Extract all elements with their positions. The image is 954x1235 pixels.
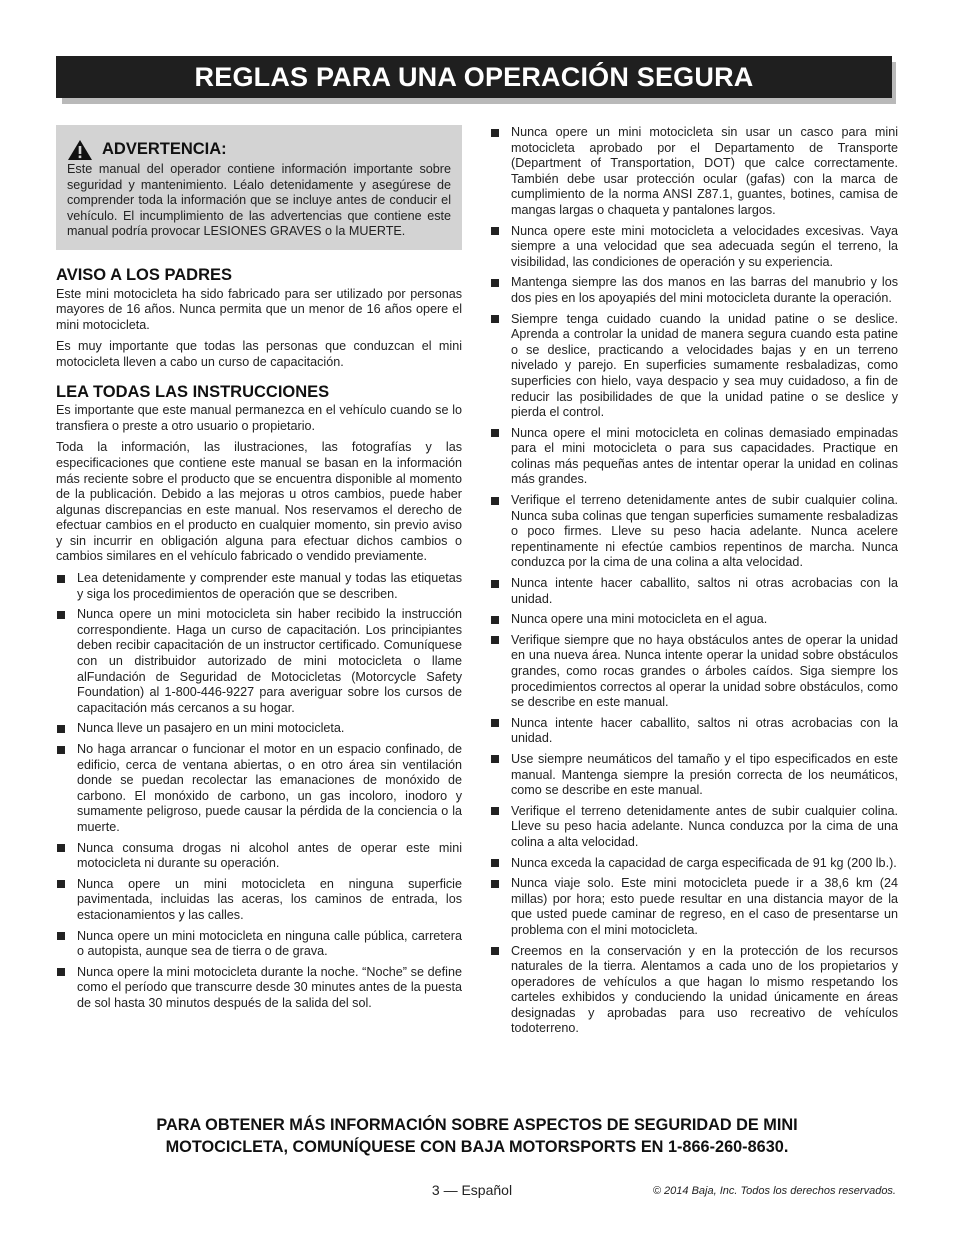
list-item-text: Nunca opere una mini motocicleta en el agua. bbox=[511, 612, 768, 627]
bullet-square-icon bbox=[491, 807, 499, 815]
list-item bbox=[490, 224, 898, 271]
list-item-text: Lea detenidamente y comprender este manual y todas las etiquetas y siga los procedimientos de operación que se describen. bbox=[77, 571, 462, 601]
bullet-square-icon bbox=[57, 880, 65, 888]
warning-box bbox=[56, 125, 462, 250]
list-item-text: Nunca opere un mini motocicleta en ninguna superficie pavimentada, incluidas las aceras, los caminos de entrada, los estacionamientos y las calles. bbox=[77, 876, 462, 922]
list-item bbox=[490, 312, 898, 421]
aviso-paragraph: Es muy importante que todas las personas que conduzcan el mini motocicleta lleven a cabo un curso de capacitación. bbox=[56, 339, 462, 369]
bullet-square-icon bbox=[491, 719, 499, 727]
list-item bbox=[490, 125, 898, 219]
warning-triangle-icon bbox=[67, 139, 93, 161]
list-item-text: Nunca intente hacer caballito, saltos ni otras acrobacias con la unidad. bbox=[511, 715, 898, 746]
lea-heading: LEA TODAS LAS INSTRUCCIONES bbox=[56, 382, 330, 401]
warning-title: ADVERTENCIA: bbox=[102, 140, 227, 159]
bullet-square-icon bbox=[491, 315, 499, 323]
copyright-notice: © 2014 Baja, Inc. Todos los derechos reservados. bbox=[652, 1185, 896, 1197]
bullet-square-icon bbox=[57, 932, 65, 940]
right-column bbox=[490, 125, 898, 1042]
list-item-text: Verifique siempre que no haya obstáculos antes de operar la unidad en una nueva área. Nunca intente operar la unidad sobre obstáculos grandes, como rocas grandes o árboles caídos. Siga siempre los procedimientos correctos al operar la unidad sobre obstáculos, como se describe en este manual. bbox=[511, 632, 898, 710]
bullet-square-icon bbox=[57, 725, 65, 733]
list-item-text: Nunca opere un mini motocicleta sin haber recibido la instrucción correspondiente. Haga un curso de capacitación. Los principiantes deben recibir capacitación de un instructor certificado. Comuníquese con un distribuidor autorizado de mini motocicleta o llame alFundación de Seguridad de Motocicletas (Motorcycle Safety Foundation) al 1-800-446-9227 para averiguar sobre los cursos de capacitación más cercanos a su hogar. bbox=[77, 607, 462, 715]
bullet-square-icon bbox=[491, 429, 499, 437]
list-item-text: Nunca opere el mini motocicleta en colinas demasiado empinadas para el mini motocicleta o para sus capacidades. Practique en colinas más pequeñas antes de intentar operar la unidad en colinas más grandes. bbox=[511, 425, 898, 487]
bullet-square-icon bbox=[491, 497, 499, 505]
list-item-text: Mantenga siempre las dos manos en las barras del manubrio y los dos pies en los apoyapiés del mini motocicleta durante la operación. bbox=[511, 275, 898, 305]
list-item bbox=[56, 571, 462, 602]
list-item bbox=[56, 841, 462, 872]
list-item bbox=[490, 804, 898, 851]
bullet-square-icon bbox=[57, 746, 65, 754]
list-item bbox=[490, 426, 898, 488]
left-column bbox=[56, 125, 462, 1017]
list-item-text: Nunca opere la mini motocicleta durante la noche. “Noche” se define como el período que transcurre desde 30 minutes antes de la puesta de sol hasta 30 minutos después de la salida del sol. bbox=[77, 964, 462, 1010]
lea-section bbox=[56, 382, 462, 1012]
list-item-text: Nunca opere un mini motocicleta en ninguna calle pública, carretera o autopista, aunque sea de tierra o de grava. bbox=[77, 928, 462, 959]
bullet-square-icon bbox=[57, 844, 65, 852]
list-item bbox=[490, 612, 898, 628]
safety-contact-line: MOTOCICLETA, COMUNÍQUESE CON BAJA MOTORSPORTS EN 1-866-260-8630. bbox=[165, 1138, 789, 1156]
bullet-square-icon bbox=[491, 227, 499, 235]
list-item-text: Verifique el terreno detenidamente antes de subir cualquier colina. Lleve su peso hacia adelante. Nunca conduzca por la cima de una colina a alta velocidad. bbox=[511, 803, 898, 849]
list-item-text: Nunca consuma drogas ni alcohol antes de operar este mini motocicleta ni durante su operación. bbox=[77, 840, 462, 871]
list-item bbox=[490, 716, 898, 747]
aviso-section bbox=[56, 265, 462, 371]
list-item bbox=[490, 856, 898, 872]
list-item bbox=[490, 493, 898, 571]
right-bullet-list bbox=[490, 125, 898, 1037]
list-item bbox=[56, 742, 462, 836]
list-item bbox=[490, 944, 898, 1038]
list-item bbox=[490, 752, 898, 799]
list-item-text: Nunca opere este mini motocicleta a velocidades excesivas. Vaya siempre a una velocidad que sea adecuada según el terreno, la visibilidad, las condiciones de operación y su experiencia. bbox=[511, 223, 898, 269]
safety-contact-line: PARA OBTENER MÁS INFORMACIÓN SOBRE ASPECTOS DE SEGURIDAD DE MINI bbox=[156, 1116, 798, 1134]
bullet-square-icon bbox=[491, 129, 499, 137]
list-item bbox=[490, 876, 898, 938]
bullet-square-icon bbox=[57, 611, 65, 619]
list-item-text: Verifique el terreno detenidamente antes de subir cualquier colina. Nunca suba colinas que tengan superficies sumamente resbaladizas o poco firmes. Lleve su peso hacia adelante. Nunca acelere repentinamente ni efectúe cambios repentinos de marcha. Nunca conduzca por la cima de una colina a alta velocidad. bbox=[511, 493, 898, 570]
bullet-square-icon bbox=[491, 580, 499, 588]
bullet-square-icon bbox=[491, 636, 499, 644]
bullet-square-icon bbox=[491, 279, 499, 287]
page-number: 3 — Español bbox=[431, 1182, 513, 1198]
lea-paragraph: Es importante que este manual permanezca en el vehículo cuando se lo transfiera o preste a otro usuario o propietario. bbox=[56, 403, 462, 433]
list-item bbox=[56, 877, 462, 924]
list-item-text: Creemos en la conservación y en la protección de los recursos naturales de la tierra. Alentamos a cada uno de los propietarios y operadores de vehículos a que hagan lo mismo respetando los carteles exhibidos y conduciendo la unidad únicamente en áreas designadas y aprobadas para uso recreativo de vehículos todoterreno. bbox=[511, 943, 898, 1036]
list-item bbox=[56, 929, 462, 960]
list-item bbox=[490, 275, 898, 306]
list-item bbox=[56, 965, 462, 1012]
bullet-square-icon bbox=[491, 616, 499, 624]
list-item bbox=[490, 576, 898, 607]
lea-paragraph: Toda la información, las ilustraciones, las fotografías y las especificaciones que contiene este manual se basan en la información más reciente sobre el producto que se encuentra disponible al momento de la publicación. Debido a las mejoras u otros cambios, puede haber algunas discrepancias en este manual. Nos reservamos el derecho de efectuar cambios en el producto en cualquier momento, sin previo aviso y sin incurrir en obligación alguna para efectuar dichos cambios o cambios similares en el vehículo fabricado o vendido previamente. bbox=[56, 440, 462, 564]
list-item-text: Siempre tenga cuidado cuando la unidad patine o se deslice. Aprenda a controlar la unidad de manera segura cuando esta patine o se deslice, practicando a velocidades bajas y en un terreno nivelado y parejo. En superficies sumamente resbaladizas, como superficies con hielo, vaya despacio y sea muy cuidadoso, a fin de reducir las posibilidades de que la unidad patine o se deslice y pierda el control. bbox=[511, 311, 898, 420]
list-item-text: No haga arrancar o funcionar el motor en un espacio confinado, de edificio, cerca de ventana abiertas, o en otro área sin ventilación donde se puedan recolectar las emanaciones de monóxido de carbono. El monóxido de carbono, un gas incoloro, inodoro y sumamente peligroso, puede causar la pérdida de la conciencia o la muerte. bbox=[77, 742, 462, 834]
list-item bbox=[56, 721, 462, 737]
bullet-square-icon bbox=[491, 755, 499, 763]
safety-contact-note bbox=[56, 1114, 898, 1158]
list-item-text: Nunca intente hacer caballito, saltos ni otras acrobacias con la unidad. bbox=[511, 576, 898, 606]
list-item bbox=[56, 607, 462, 716]
warning-header bbox=[67, 139, 451, 161]
bullet-square-icon bbox=[57, 968, 65, 976]
bullet-square-icon bbox=[491, 859, 499, 867]
bullet-square-icon bbox=[57, 575, 65, 583]
list-item-text: Nunca opere un mini motocicleta sin usar un casco para mini motocicleta aprobado por el Departamento de Transporte (Department of Transportation, DOT) que calce correctamente. También debe usar protección ocular (gafas) con la marca de cumplimiento de la norma ANSI Z87.1, guantes, botines, camisa de mangas largas o chaqueta y pantalones largos. bbox=[511, 125, 898, 217]
left-bullet-list bbox=[56, 571, 462, 1011]
aviso-heading: AVISO A LOS PADRES bbox=[56, 265, 233, 284]
page-title: REGLAS PARA UNA OPERACIÓN SEGURA bbox=[194, 61, 754, 92]
page-title-bar bbox=[56, 56, 892, 98]
bullet-square-icon bbox=[491, 947, 499, 955]
warning-text: Este manual del operador contiene información importante sobre seguridad y mantenimiento. Léalo detenidamente y asegúrese de comprender toda la información que se incluye antes de conducir el vehículo. El incumplimiento de las advertencias que contiene este manual podría provocar LESIONES GRAVES o la MUERTE. bbox=[67, 162, 451, 239]
list-item-text: Nunca viaje solo. Este mini motocicleta puede ir a 38,6 km (24 millas) por hora; esto puede resultar en una distancia mayor de la que usted puede caminar de regreso, en el caso de presentarse un problema con el mini motocicleta. bbox=[511, 876, 898, 937]
list-item-text: Nunca lleve un pasajero en un mini motocicleta. bbox=[77, 721, 345, 736]
list-item bbox=[490, 633, 898, 711]
aviso-paragraph: Este mini motocicleta ha sido fabricado para ser utilizado por personas mayores de 16 años. Nunca permita que un menor de 16 años opere el mini motocicleta. bbox=[56, 286, 462, 332]
list-item-text: Use siempre neumáticos del tamaño y el tipo especificados en este manual. Mantenga siempre la presión correcta de los neumáticos, como se describe en este manual. bbox=[511, 751, 898, 798]
list-item-text: Nunca exceda la capacidad de carga especificada de 91 kg (200 lb.). bbox=[511, 855, 897, 870]
bullet-square-icon bbox=[491, 880, 499, 888]
